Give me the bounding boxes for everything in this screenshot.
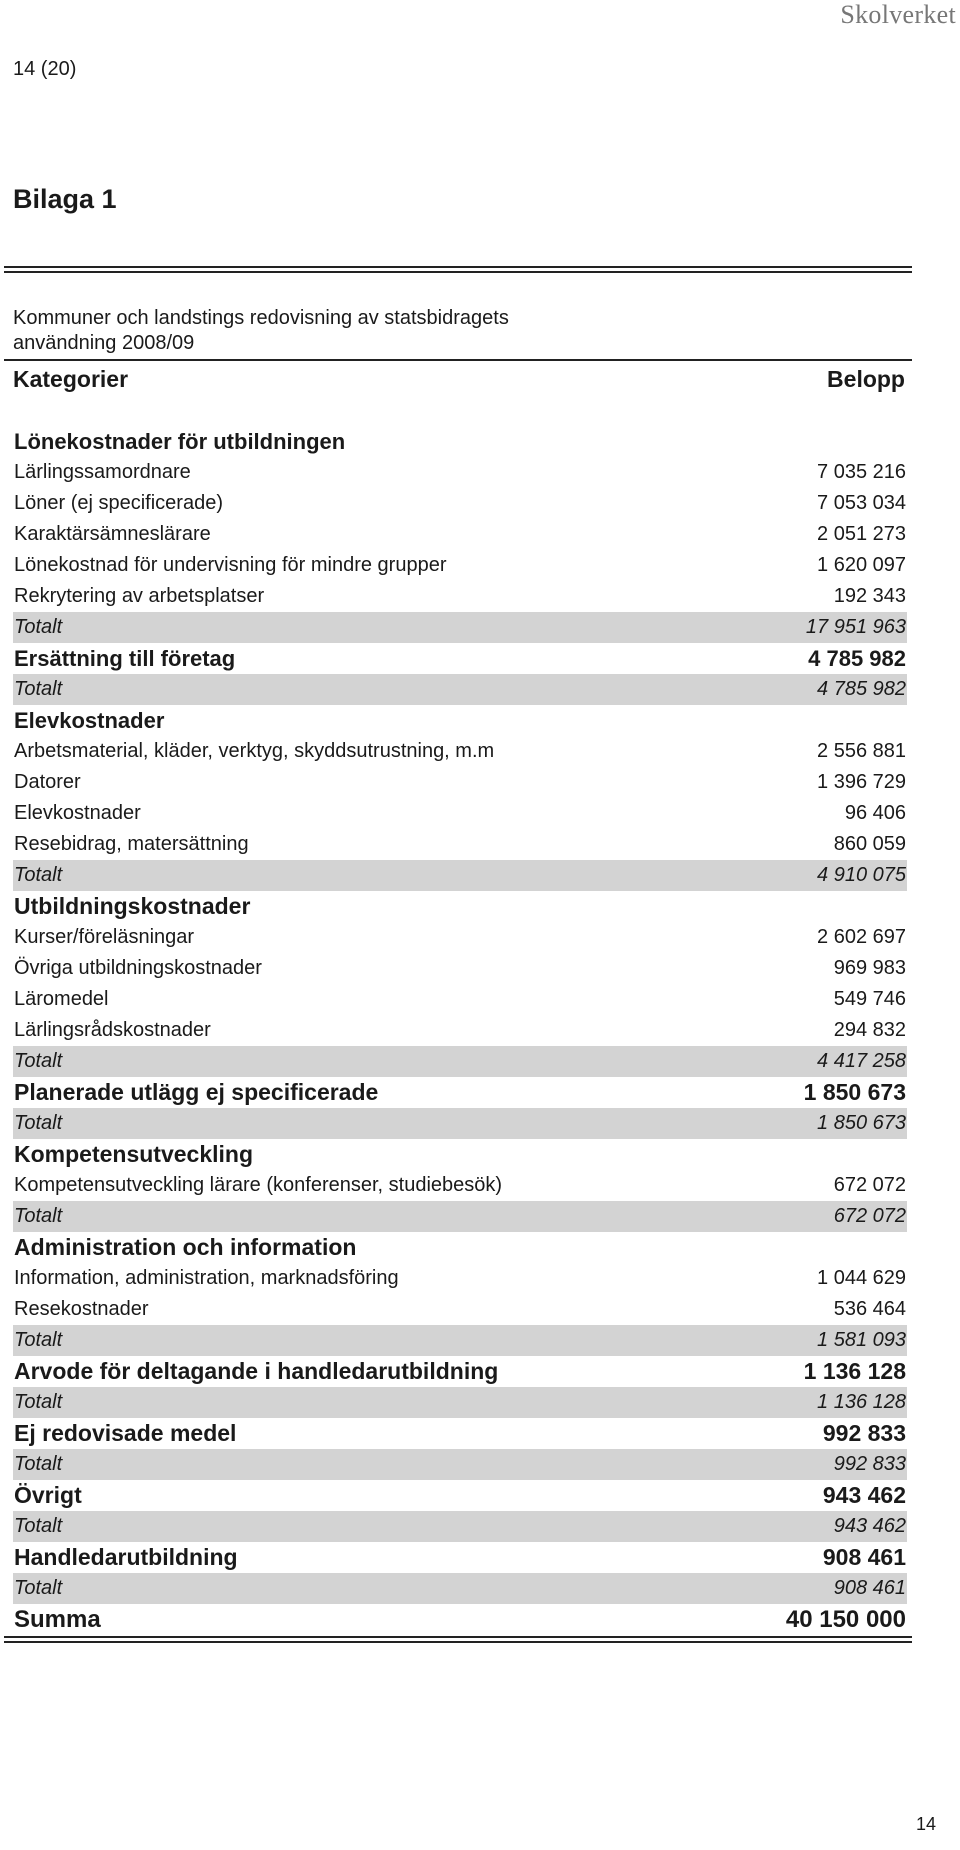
section-row xyxy=(13,1356,907,1387)
section-row xyxy=(13,891,907,922)
total-row xyxy=(13,1387,907,1418)
table-row xyxy=(13,519,907,550)
total-row xyxy=(13,1449,907,1480)
row-amount: 7 035 216 xyxy=(817,461,906,483)
row-amount: 1 850 673 xyxy=(803,1079,906,1105)
heading-rule xyxy=(4,266,912,268)
row-label: Arvode för deltagande i handledarutbildning xyxy=(14,1358,499,1384)
row-amount: 1 136 128 xyxy=(817,1391,906,1413)
row-amount: 549 746 xyxy=(833,988,906,1010)
row-label: Totalt xyxy=(14,1577,63,1599)
row-label: Information, administration, marknadsföring xyxy=(14,1267,399,1289)
row-label: Summa xyxy=(14,1605,101,1633)
section-row xyxy=(13,1418,907,1449)
row-label: Totalt xyxy=(14,864,63,886)
budget-table xyxy=(13,426,907,1635)
row-amount: 672 072 xyxy=(833,1174,906,1196)
document-subtitle xyxy=(13,306,509,356)
row-label: Övrigt xyxy=(14,1482,82,1508)
total-row xyxy=(13,1325,907,1356)
table-row xyxy=(13,829,907,860)
table-row xyxy=(13,767,907,798)
section-row xyxy=(13,1542,907,1573)
row-amount: 1 581 093 xyxy=(817,1329,906,1351)
heading-rule-second xyxy=(4,271,912,273)
row-amount: 40 150 000 xyxy=(785,1605,906,1633)
table-header xyxy=(13,366,905,396)
total-row xyxy=(13,1573,907,1604)
row-amount: 4 785 982 xyxy=(817,678,906,700)
table-row xyxy=(13,922,907,953)
row-label: Ej redovisade medel xyxy=(14,1420,237,1446)
row-label: Arbetsmaterial, kläder, verktyg, skyddsutrustning, m.m xyxy=(14,740,495,762)
summa-rule xyxy=(4,1636,912,1638)
row-label: Totalt xyxy=(14,678,63,700)
section-row xyxy=(13,643,907,674)
row-label: Lönekostnad för undervisning för mindre grupper xyxy=(14,554,447,576)
row-amount: 536 464 xyxy=(833,1298,906,1320)
total-row xyxy=(13,1201,907,1232)
row-amount: 1 396 729 xyxy=(817,771,906,793)
row-label: Resebidrag, matersättning xyxy=(14,833,249,855)
row-label: Totalt xyxy=(14,616,63,638)
table-row xyxy=(13,1263,907,1294)
row-amount: 943 462 xyxy=(833,1515,906,1537)
row-amount: 672 072 xyxy=(833,1205,906,1227)
row-amount: 908 461 xyxy=(822,1544,906,1570)
row-label: Totalt xyxy=(14,1391,63,1413)
table-row xyxy=(13,457,907,488)
row-label: Kompetensutveckling lärare (konferenser, studiebesök) xyxy=(14,1174,503,1196)
table-row xyxy=(13,798,907,829)
row-label: Totalt xyxy=(14,1329,63,1351)
table-row xyxy=(13,1015,907,1046)
row-amount: 2 051 273 xyxy=(817,523,906,545)
total-row xyxy=(13,1511,907,1542)
section-row xyxy=(13,1139,907,1170)
row-amount: 992 833 xyxy=(822,1420,906,1446)
row-label: Övriga utbildningskostnader xyxy=(14,957,262,979)
table-row xyxy=(13,488,907,519)
row-amount: 4 910 075 xyxy=(817,864,906,886)
subtitle-rule xyxy=(4,359,912,361)
row-amount: 1 044 629 xyxy=(817,1267,906,1289)
subtitle-line-1: Kommuner och landstings redovisning av statsbidragets xyxy=(13,307,509,329)
row-label: Totalt xyxy=(14,1515,63,1537)
subtitle-line-2: användning 2008/09 xyxy=(13,332,195,354)
row-amount: 908 461 xyxy=(833,1577,906,1599)
row-amount: 860 059 xyxy=(833,833,906,855)
row-amount: 1 620 097 xyxy=(817,554,906,576)
table-row xyxy=(13,581,907,612)
row-label: Lönekostnader för utbildningen xyxy=(14,428,346,454)
row-amount: 17 951 963 xyxy=(805,616,906,638)
row-amount: 2 602 697 xyxy=(817,926,906,948)
table-row xyxy=(13,953,907,984)
section-row xyxy=(13,705,907,736)
row-label: Kurser/föreläsningar xyxy=(14,926,195,948)
total-row xyxy=(13,1108,907,1139)
row-label: Ersättning till företag xyxy=(14,645,236,671)
section-row xyxy=(13,1077,907,1108)
row-amount: 943 462 xyxy=(822,1482,906,1508)
section-row xyxy=(13,1480,907,1511)
row-label: Lärlingssamordnare xyxy=(14,461,191,483)
row-amount: 294 832 xyxy=(833,1019,906,1041)
brand-logo-text: Skolverket xyxy=(840,0,956,29)
row-label: Elevkostnader xyxy=(14,707,165,733)
page-number: 14 xyxy=(915,1814,936,1834)
row-label: Datorer xyxy=(14,771,81,793)
row-amount: 4 417 258 xyxy=(817,1050,906,1072)
table-row xyxy=(13,550,907,581)
row-label: Läromedel xyxy=(14,988,109,1010)
row-amount: 1 850 673 xyxy=(817,1112,906,1134)
total-row xyxy=(13,1046,907,1077)
section-row xyxy=(13,1232,907,1263)
row-label: Totalt xyxy=(14,1453,63,1475)
summa-rule-second xyxy=(4,1641,912,1643)
column-header-amount: Belopp xyxy=(827,366,905,392)
page-title: Bilaga 1 xyxy=(13,184,117,214)
row-amount: 992 833 xyxy=(833,1453,906,1475)
row-label: Administration och information xyxy=(14,1234,357,1260)
row-label: Rekrytering av arbetsplatser xyxy=(14,585,265,607)
row-amount: 2 556 881 xyxy=(817,740,906,762)
row-label: Kompetensutveckling xyxy=(14,1141,253,1167)
table-row xyxy=(13,1294,907,1325)
row-label: Lärlingsrådskostnader xyxy=(14,1019,211,1041)
row-label: Karaktärsämneslärare xyxy=(14,523,211,545)
section-row xyxy=(13,426,907,457)
row-label: Totalt xyxy=(14,1112,63,1134)
row-label: Löner (ej specificerade) xyxy=(14,492,223,514)
table-row xyxy=(13,1170,907,1201)
total-row xyxy=(13,860,907,891)
row-amount: 1 136 128 xyxy=(803,1358,906,1384)
row-label: Planerade utlägg ej specificerade xyxy=(14,1079,379,1105)
row-label: Utbildningskostnader xyxy=(14,893,251,919)
row-amount: 4 785 982 xyxy=(808,645,906,671)
total-row xyxy=(13,674,907,705)
row-label: Totalt xyxy=(14,1205,63,1227)
table-row xyxy=(13,736,907,767)
row-amount: 969 983 xyxy=(833,957,906,979)
page-label: 14 (20) xyxy=(13,58,77,80)
column-header-category: Kategorier xyxy=(13,366,129,392)
row-label: Elevkostnader xyxy=(14,802,141,824)
total-row xyxy=(13,612,907,643)
row-amount: 96 406 xyxy=(844,802,906,824)
summa-row xyxy=(13,1604,907,1635)
row-label: Totalt xyxy=(14,1050,63,1072)
table-row xyxy=(13,984,907,1015)
row-amount: 7 053 034 xyxy=(817,492,906,514)
row-label: Handledarutbildning xyxy=(14,1544,238,1570)
row-amount: 192 343 xyxy=(833,585,906,607)
row-label: Resekostnader xyxy=(14,1298,149,1320)
